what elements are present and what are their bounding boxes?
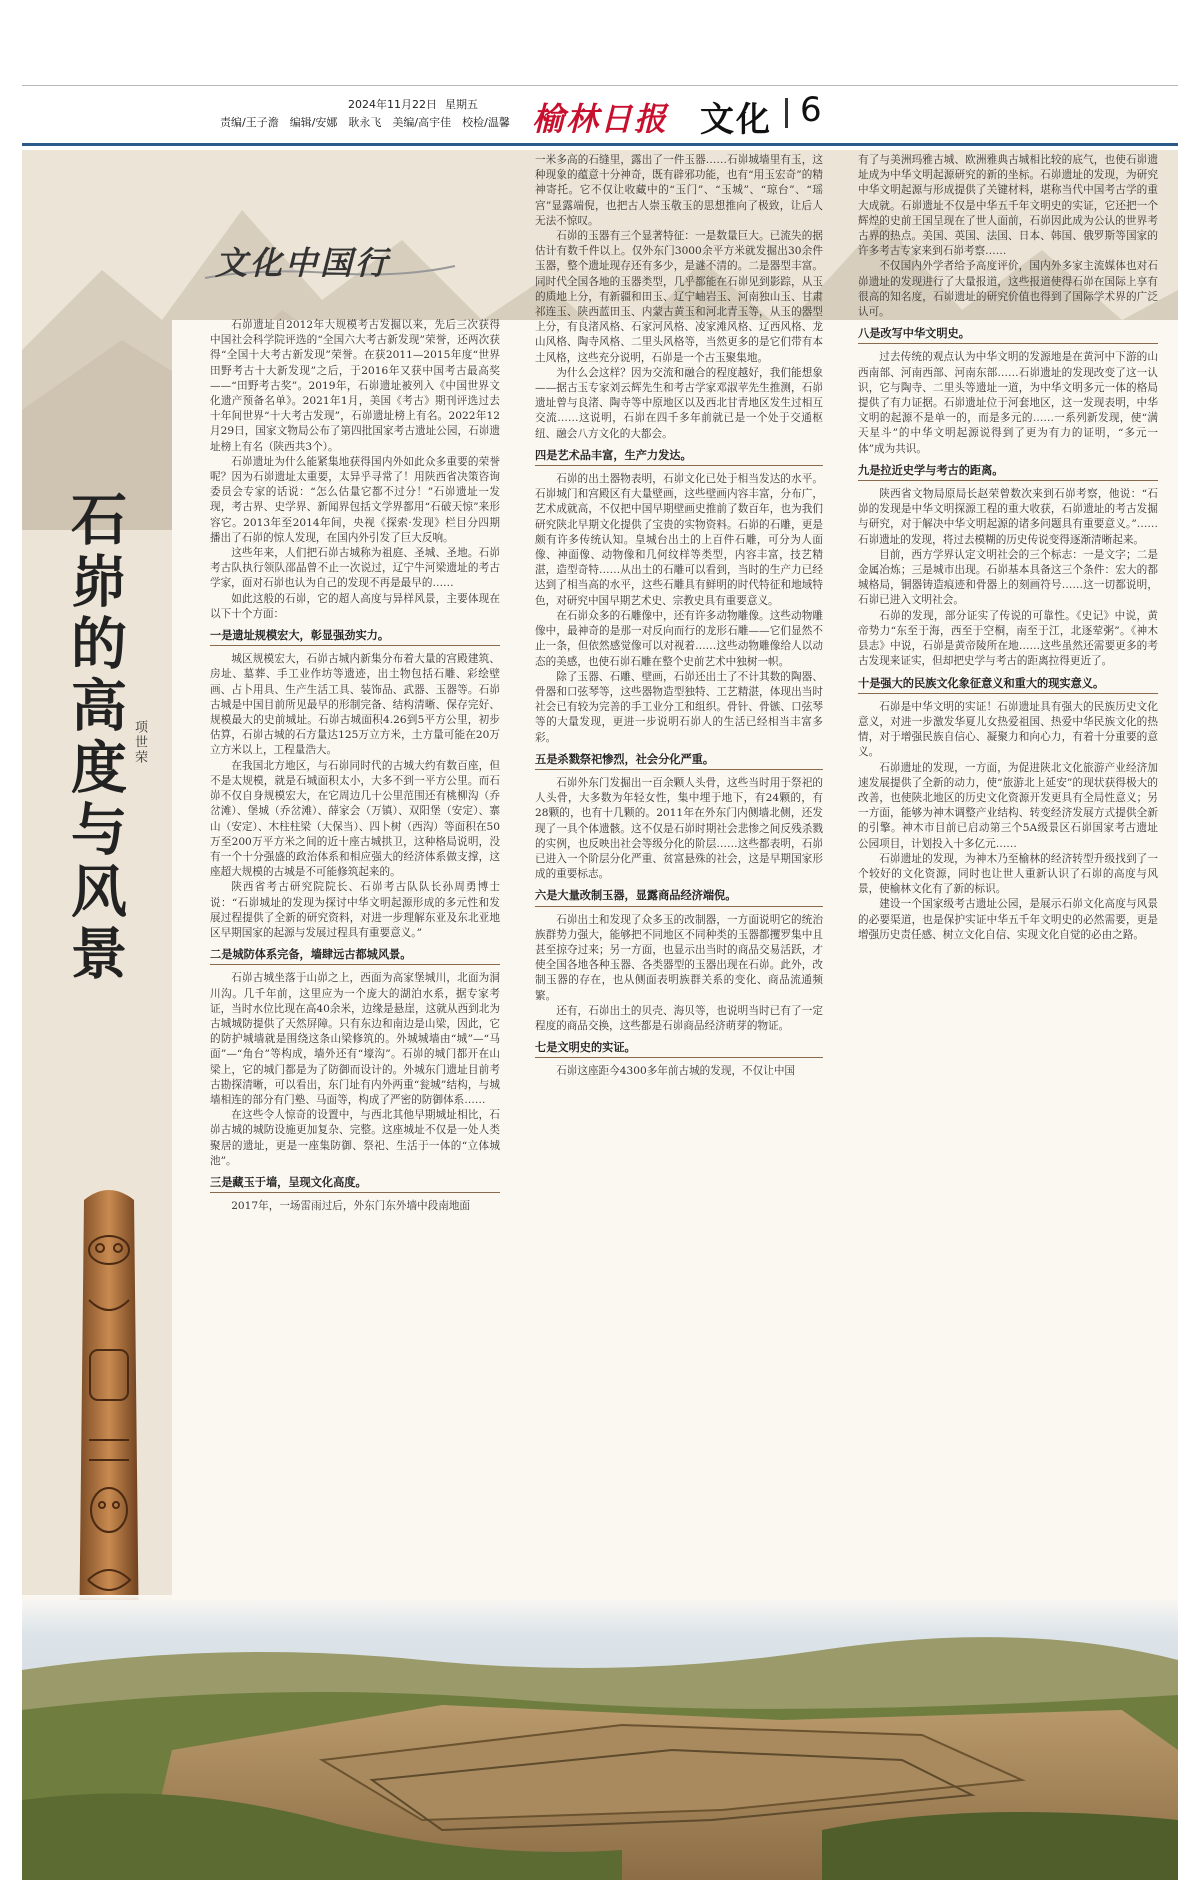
paragraph: 2017年，一场雷雨过后，外东门东外墙中段南地面 <box>231 1200 471 1213</box>
section-heading: 三是藏玉于墙，呈现文化高度。 <box>210 1175 500 1193</box>
paragraph: 石峁这座距今4300多年前古城的发现，不仅让中国 <box>556 1065 796 1078</box>
section-title: 文化 <box>700 100 772 140</box>
article-author: 项世荣 <box>132 720 147 765</box>
paragraph: 目前，西方学界认定文明社会的三个标志：一是文字；二是金属冶炼；三是城市出现。石峁基本具备这三个条件：宏大的都城格局，铜器铸造痕迹和骨器上的刻画符号……这一切都说明，石峁已进入文明社会。 <box>858 548 1158 607</box>
section-heading: 九是拉近史学与考古的距离。 <box>858 463 1158 481</box>
aerial-ruins-photo <box>22 1600 1178 1880</box>
section-heading: 六是大量改制玉器，显露商品经济端倪。 <box>535 888 823 906</box>
article-column-3 <box>858 153 1158 1641</box>
header-editors: 责编/王子澹 编辑/安娜 耿永飞 美编/高宇佳 校检/温馨 <box>220 116 510 129</box>
paragraph: 为什么会这样？因为交流和融合的程度越好，我们能想象——据古玉专家刘云辉先生和考古学家邓淑苹先生推测，石峁遗址曾与良渚、陶寺等中原地区以及西北甘青地区发生过相互交流……这说明，石峁在四千多年前就已是一个处于交通枢纽、融会八方文化的大都会。 <box>535 366 823 440</box>
header-date <box>348 96 518 115</box>
paragraph: 这些年来，人们把石峁古城称为祖庭、圣城、圣地。石峁考古队执行领队邵晶曾不止一次说过，辽宁牛河梁遗址的考古学家，面对石峁也认为自己的发现不再是最早的…… <box>210 547 500 590</box>
paragraph: 不仅国内外学者给予高度评价，国内外多家主流媒体也对石峁遗址的发现进行了大量报道，这些报道使得石峁在国际上享有很高的知名度，石峁遗址的研究价值也得到了国际学术界的广泛认可。 <box>858 260 1158 319</box>
photo-top-fade <box>22 1595 1178 1635</box>
header-rule <box>22 143 1178 146</box>
paragraph: 石峁的发现，部分证实了传说的可靠性。《史记》中说，黄帝势力“东至于海，西至于空桐，南至于江，北逐荤粥”。《神木县志》中说，石峁是黄帝陵所在地……这些虽然还需要更多的考古发现来证实，但却把史学与考古的距离拉得更近了。 <box>858 609 1158 668</box>
paragraph: 建设一个国家级考古遗址公园，是展示石峁文化高度与风景的必要渠道，也是保护实证中华五千年文明史的必然需要，更是增强历史责任感、树立文化自信、实现文化自觉的必由之路。 <box>858 898 1158 941</box>
paragraph: 城区规模宏大，石峁古城内新集分布着大量的宫殿建筑、房址、墓葬、手工业作坊等遗迹，出土物包括石雕、彩绘壁画、占卜用具、生产生活工具、装饰品、武器、玉器等。石峁古城是中国目前所见最早的形制完备、结构清晰、保存完好、规模最大的史前城址。石峁古城面积4.26到5平方公里，初步估算，石峁古城的石方量达125万立方米，土方量可能在20万立方米以上，工程量浩大。 <box>210 653 500 757</box>
paragraph: 石峁是中华文明的实证！石峁遗址具有强大的民族历史文化意义，对进一步激发华夏儿女热爱祖国、热爱中华民族文化的热情，对于增强民族自信心、凝聚力和向心力，有着十分重要的意义。 <box>858 700 1158 759</box>
article-column-1 <box>210 318 500 1738</box>
paragraph: 石峁的玉器有三个显著特征：一是数量巨大。已流失的据估计有数千件以上。仅外东门3000余平方米就发掘出30余件玉器，整个遗址现存还有多少，是谜不清的。二是器型丰富。同时代全国各地的玉器类型，几乎都能在石峁见到影踪，从玉的质地上分，有新疆和田玉、辽宁岫岩玉、河南独山玉、甘肃祁连玉、陕西蓝田玉、内蒙古黄玉和河北青玉等，从玉的器型上分，有良渚风格、石家河风格、凌家滩风格、辽西风格、龙山风格、陶寺风格、二里头风格等，当然更多的是它们带有本土风格，这些充分说明，石峁是一个古玉聚集地。 <box>535 230 823 364</box>
column-logo-text: 文化中国行 <box>215 244 391 282</box>
paragraph: 石峁外东门发掘出一百余颗人头骨，这些当时用于祭祀的人头骨，大多数为年轻女性，集中埋于地下，有24颗的，有28颗的，也有十几颗的。2011年在外东门内侧墙北侧，还发现了一具个体遗骸。这不仅是石峁时期社会悲惨之间反残杀戮的实例，也反映出社会等级分化的阶层……这些都表明，石峁已进入一个阶层分化严重、贫富悬殊的社会，这是早期国家形成的重要标志。 <box>535 776 823 881</box>
section-heading: 八是改写中华文明史。 <box>858 326 1158 344</box>
paragraph: 一米多高的石缝里，露出了一件玉器……石峁城墙里有玉，这种现象的蕴意十分神奇，既有辟邪功能，也有“用玉宏奇”的精神寄托。它不仅让收藏中的“玉门”、“玉城”、“琼台”、“瑶宫”显露端倪，也把古人崇玉敬玉的思想推向了极致，让后人无法不惊叹。 <box>535 154 823 227</box>
paragraph: 在这些令人惊奇的设置中，与西北其他早期城址相比，石峁古城的城防设施更加复杂、完整。这座城址不仅是一处人类聚居的遗址，更是一座集防御、祭祀、生活于一体的“立体城池”。 <box>210 1109 500 1167</box>
paragraph: 石峁遗址为什么能紧集地获得国内外如此众多重要的荣誉呢？因为石峁遗址太重要，太异乎寻常了！用陕西省决策咨询委员会专家的话说：“怎么估量它都不过分！”石峁遗址一发现，考古界、史学界、新闻界包括文学界都用“石破天惊”来形容它。2013年至2014年间，央视《探索·发现》栏目分四期播出了石峁的惊人发现，在国内外引发了巨大反响。 <box>210 455 500 544</box>
top-rule <box>22 85 1178 86</box>
article-column-2 <box>535 153 823 1608</box>
section-heading: 二是城防体系完备，墙肆远古都城风景。 <box>210 947 500 965</box>
article-title: 石峁的高度与风景 <box>62 490 127 986</box>
paragraph: 石峁古城坐落于山峁之上，西面为高家堡城川，北面为洞川沟。几千年前，这里应为一个庞大的湖泊水系，据专家考证，当时水位比现在高40余米，边缘是悬崖，这就从西到北为古城城防提供了天然屏障。只有东边和南边是山梁，因此，它的防护城墙就是围绕这条山梁修筑的。外城城墙由“城”—“马面”—“角台”等构成，墙外还有“壕沟”。石峁的城门都开在山梁上，它的城门都是为了防御而设计的。外城东门遗址目前考古勘探清晰，可以看出，东门址有内外两重“瓮城”结构，与城墙相连的部分有门塾、马面等，构成了严密的防御体系…… <box>210 972 500 1106</box>
paragraph: 石峁出土和发现了众多玉的改制器，一方面说明它的统治族群势力强大，能够把不同地区不同种类的玉器都攫罗集中且甚至掠夺过来；另一方面，也显示出当时的商品交易活跃，才使全国各地各种玉器、各类器型的玉器出现在石峁。此外，改制玉器的存在，也从侧面表明族群关系的变化、商品流通频繁。 <box>535 913 823 1002</box>
paragraph: 石峁遗址的发现，一方面，为促进陕北文化旅游产业经济加速发展提供了全新的动力，使“旅游北上延安”的现状获得极大的改善，也使陕北地区的历史文化资源开发更具有全局性意义；另一方面，能够为神木调整产业结构、转变经济发展方式提供全新的引擎。神木市目前已启动第三个5A级景区石峁国家考古遗址公园项目，计划投入十多亿元…… <box>858 761 1158 850</box>
paragraph: 石峁遗址的发现，为神木乃至榆林的经济转型升级找到了一个较好的文化资源，同时也让世人重新认识了石峁的高度与风景，使榆林文化有了新的标识。 <box>858 852 1158 896</box>
paragraph: 除了玉器、石雕、壁画，石峁还出土了不计其数的陶器、骨器和口弦琴等，这些器物造型独特、工艺精湛，体现出当时社会已有较为完善的手工业分工和组织。骨针、骨镞、口弦琴等的大量发现，更进一步说明石峁人的生活已经相当丰富多彩。 <box>535 670 823 744</box>
paragraph: 石峁遗址自2012年大规模考古发掘以来，先后三次获得中国社会科学院评选的“全国六大考古新发现”荣誉，还两次获得“全国十大考古新发现”荣誉。在获2011—2015年度“世界田野考古十大新发现”之后，于2016年又获中国考古最高奖——“田野考古奖”。2019年，石峁遗址被列入《中国世界文化遗产预备名单》。2021年1月，美国《考古》期刊评选过去十年间世界“十大考古发现”，石峁遗址榜上有名。2022年12月29日，国家文物局公布了第四批国家考古遗址公园，石峁遗址榜上有名（陕西共3个）。 <box>210 319 500 453</box>
section-heading: 五是杀戮祭祀惨烈，社会分化严重。 <box>535 752 823 770</box>
paragraph: 过去传统的观点认为中华文明的发源地是在黄河中下游的山西南部、河南西部、河南东部……石峁遗址的发现改变了这一认识，它与陶寺、二里头等遗址一道，为中华文明多元一体的格局提供了有力证据。石峁遗址位于河套地区，这一发现表明，中华文明的起源不是单一的，而是多元的……一系列新发现，使“满天星斗”的中华文明起源说得到了更为有力的证明，“多元一体”成为共识。 <box>858 351 1158 455</box>
paragraph: 陕西省文物局原局长赵荣曾数次来到石峁考察，他说：“石峁的发现是中华文明探源工程的重大收获，石峁遗址的考古发掘与研究，对于解决中华文明起源的诸多问题具有重要意义。”……石峁遗址的发现，将过去模糊的历史传说变得逐渐清晰起来。 <box>858 488 1158 546</box>
paragraph: 石峁的出土器物表明，石峁文化已处于相当发达的水平。石峁城门和宫殿区有大量壁画，这些壁画内容丰富，分布广，艺术成就高，不仅把中国早期壁画史推前了数百年，也为我们研究陕北早期文化提供了宝贵的实物资料。石峁的石雕，更是颇有许多传统认知。皇城台出土的上百件石雕，可分为人面像、神面像、动物像和几何纹样等类型，内容丰富，技艺精湛，造型奇特……从出土的石雕可以看到，当时的生产力已经达到了相当高的水平，这些石雕具有鲜明的时代特征和地域特色，对研究中国早期艺术史、宗教史具有重要意义。 <box>535 473 823 607</box>
section-heading: 十是强大的民族文化象征意义和重大的现实意义。 <box>858 676 1158 694</box>
date-text: 2024年11月22日 <box>348 98 437 111</box>
paragraph: 如此这般的石峁，它的超人高度与异样风景，主要体现在以下十个方面： <box>210 592 500 620</box>
section-heading: 一是遗址规模宏大，彰显强劲实力。 <box>210 628 500 646</box>
paragraph: 有了与美洲玛雅古城、欧洲雅典古城相比较的底气，也使石峁遗址成为中华文明起源研究的新的坐标。石峁遗址的发现，为研究中华文明起源与形成提供了关键材料，堪称当代中国考古学的重大成就。石峁遗址不仅是中华五千年文明史的实证，它还把一个辉煌的史前王国呈现在了世人面前，石峁因此成为公认的世界考古界的热点。美国、英国、法国、日本、韩国、俄罗斯等国家的许多考古专家来到石峁考察…… <box>858 154 1158 258</box>
paragraph: 陕西省考古研究院院长、石峁考古队队长孙周勇博士说：“石峁城址的发现为探讨中华文明起源形成的多元性和发展过程提供了全新的研究资料，对进一步理解东亚及东北亚地区早期国家的起源与发展过程具有重要意义。” <box>210 881 500 939</box>
masthead-logo: 榆林日报 <box>532 100 669 138</box>
paragraph: 在我国北方地区，与石峁同时代的古城大约有数百座，但不是太规模，就是石城面积太小，大多不到一平方公里。而石峁不仅自身规模宏大，在它周边几十公里范围还有桃柳沟（乔岔滩）、堡城（乔岔滩）、薛家会（万镇）、双阳堡（安定）、寨山（安定）、木柱柱梁（大保当）、四卜树（西沟）等面积在50万至200万平方米之间的近十座古城拱卫，这种格局说明，没有一个十分强盛的政治体系和相应强大的经济体系做支撑，这座超大规模的古城是不可能修筑起来的。 <box>210 759 500 879</box>
paragraph: 还有，石峁出土的贝壳、海贝等，也说明当时已有了一定程度的商品交换，这些都是石峁商品经济萌芽的物证。 <box>535 1004 823 1032</box>
weekday-text: 星期五 <box>445 98 478 111</box>
page-number: 6 <box>800 90 822 130</box>
paragraph: 在石峁众多的石雕像中，还有许多动物雕像。这些动物雕像中，最神奇的是那一对反向而行的龙形石雕——它们显然不止一条，但依然感觉像可以对视着……这些动物雕像给人以动态的美感，也使石峁石雕在整个史前艺术中独树一帜。 <box>535 609 823 668</box>
section-heading: 四是艺术品丰富，生产力发达。 <box>535 448 823 466</box>
section-heading: 七是文明史的实证。 <box>535 1040 823 1058</box>
section-divider <box>785 98 788 128</box>
